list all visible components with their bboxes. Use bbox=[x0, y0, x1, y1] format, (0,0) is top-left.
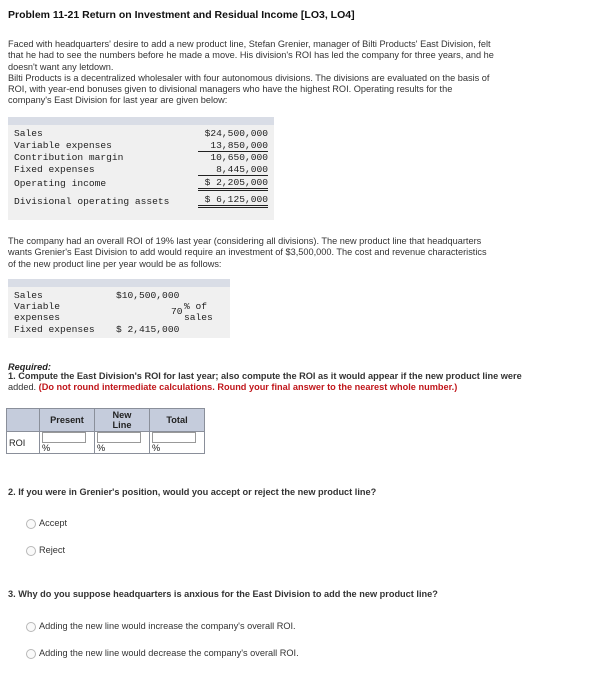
intro-line: Faced with headquarters' desire to add a new product line, Stefan Grenier, manager of Bilti Products' East Division, felt bbox=[8, 39, 491, 49]
q1-text: 1. Compute the East Division's ROI for last year; also compute the ROI as it would appear if the new product line were bbox=[8, 371, 522, 381]
question-1 bbox=[8, 371, 608, 394]
row-value: 10,650,000 bbox=[210, 152, 268, 163]
reject-option[interactable] bbox=[26, 545, 65, 556]
col-total: Total bbox=[150, 409, 205, 432]
variable-label: Variable bbox=[14, 301, 61, 312]
row-value: $ 2,205,000 bbox=[198, 177, 268, 191]
row-label: Operating income bbox=[14, 178, 107, 189]
pct-sales-label: sales bbox=[184, 312, 213, 323]
variable-pct: 70 bbox=[171, 306, 183, 317]
row-label: Contribution margin bbox=[14, 152, 124, 163]
operating-results-table bbox=[8, 117, 274, 220]
pct-of-label: % of bbox=[184, 301, 208, 312]
roi-row-label: ROI bbox=[7, 432, 40, 454]
col-new-line bbox=[95, 409, 150, 432]
col-new-line-2: Line bbox=[112, 420, 132, 430]
roi-table bbox=[6, 408, 205, 454]
required-heading: Required: bbox=[8, 362, 51, 372]
new-line-table bbox=[8, 279, 230, 338]
increase-label: Adding the new line would increase the company's overall ROI. bbox=[39, 621, 296, 631]
increase-option[interactable] bbox=[26, 621, 296, 632]
accept-option[interactable] bbox=[26, 518, 67, 529]
radio-decrease[interactable] bbox=[26, 649, 36, 659]
pct-sign: % bbox=[152, 443, 161, 454]
row-label: Variable expenses bbox=[14, 140, 112, 151]
pct-sign: % bbox=[42, 443, 51, 454]
mid-line: of the new product line per year would be as follows: bbox=[8, 258, 222, 269]
radio-accept[interactable] bbox=[26, 519, 36, 529]
row-value: 13,850,000 bbox=[198, 140, 268, 152]
row-label: Divisional operating assets bbox=[14, 196, 170, 207]
decrease-option[interactable] bbox=[26, 648, 299, 659]
intro-line: that he had to see the numbers before he made a move. His division's ROI has led the company for three years, and he bbox=[8, 50, 494, 61]
empty-header bbox=[7, 409, 40, 432]
table-header-bar bbox=[8, 279, 230, 287]
intro-line: ROI, with year-end bonuses given to divisional managers who have the highest ROI. Operating results for the bbox=[8, 84, 453, 95]
decrease-label: Adding the new line would decrease the company's overall ROI. bbox=[39, 648, 299, 658]
total-roi-input[interactable] bbox=[152, 432, 196, 443]
col-new-line-1: New bbox=[112, 410, 132, 420]
row-value: 8,445,000 bbox=[198, 164, 268, 176]
radio-increase[interactable] bbox=[26, 622, 36, 632]
sales-value: $10,500,000 bbox=[116, 290, 180, 301]
question-3: 3. Why do you suppose headquarters is anxious for the East Division to add the new product line? bbox=[8, 589, 438, 599]
fixed-value: $ 2,415,000 bbox=[116, 324, 180, 335]
q1-line2 bbox=[8, 382, 608, 393]
mid-paragraph bbox=[8, 236, 608, 270]
mid-line: wants Grenier's East Division to add would require an investment of $3,500,000. The cost and revenue characteristics bbox=[8, 247, 487, 258]
table-header-bar bbox=[8, 117, 274, 125]
pct-sign: % bbox=[97, 443, 106, 454]
intro-paragraph bbox=[8, 39, 608, 107]
row-value: $ 6,125,000 bbox=[198, 194, 268, 208]
fixed-label: Fixed expenses bbox=[14, 324, 95, 335]
present-roi-input[interactable] bbox=[42, 432, 86, 443]
reject-label: Reject bbox=[39, 545, 66, 555]
variable-label: expenses bbox=[14, 312, 61, 323]
question-2: 2. If you were in Grenier's position, would you accept or reject the new product line? bbox=[8, 487, 377, 497]
q1-instruction: (Do not round intermediate calculations. Round your final answer to the nearest whole number.) bbox=[38, 382, 458, 393]
page-title: Problem 11-21 Return on Investment and Residual Income [LO3, LO4] bbox=[8, 9, 355, 21]
row-label: Sales bbox=[14, 128, 43, 139]
mid-line: The company had an overall ROI of 19% last year (considering all divisions). The new product line that headquarters bbox=[8, 236, 482, 246]
sales-label: Sales bbox=[14, 290, 43, 301]
q1-added: added. bbox=[8, 382, 37, 393]
total-cell bbox=[150, 432, 205, 454]
row-value: $24,500,000 bbox=[204, 128, 268, 139]
intro-line: company's East Division for last year are given below: bbox=[8, 95, 228, 106]
new-line-cell bbox=[95, 432, 150, 454]
radio-reject[interactable] bbox=[26, 546, 36, 556]
intro-line: Bilti Products is a decentralized wholesaler with four autonomous divisions. The divisions are evaluated on the basis of bbox=[8, 72, 490, 83]
row-label: Fixed expenses bbox=[14, 164, 95, 175]
present-cell bbox=[40, 432, 95, 454]
new-line-roi-input[interactable] bbox=[97, 432, 141, 443]
col-present: Present bbox=[40, 409, 95, 432]
intro-line: doesn't want any letdown. bbox=[8, 61, 114, 72]
accept-label: Accept bbox=[39, 518, 68, 528]
